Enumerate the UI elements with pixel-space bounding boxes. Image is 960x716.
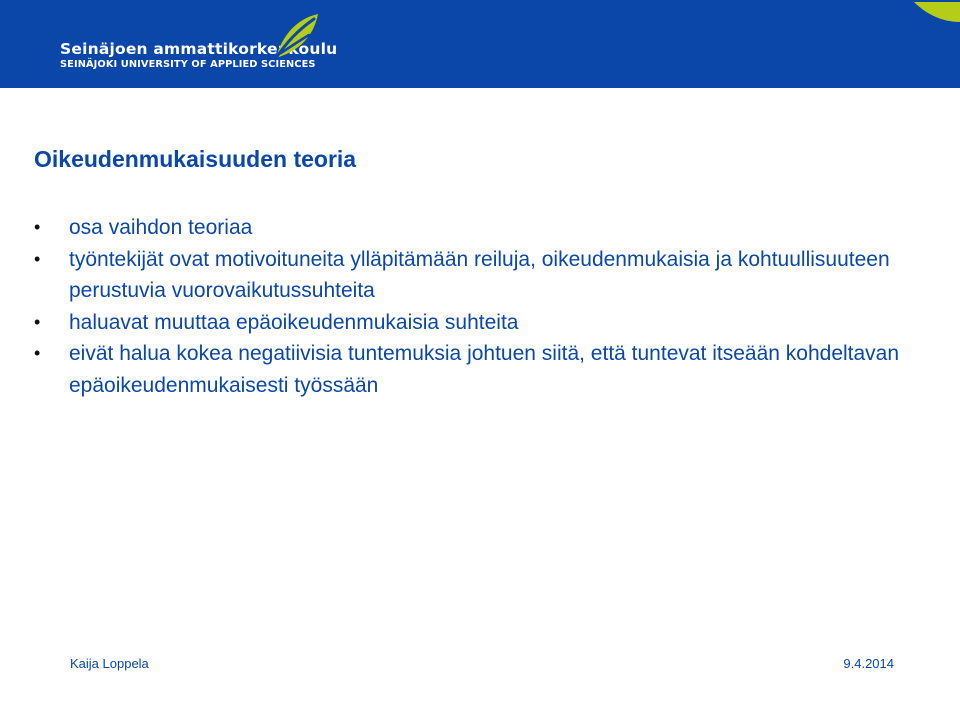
bullet-icon: •	[34, 248, 41, 269]
bullet-text: työntekijät ovat motivoituneita ylläpitämään reiluja, oikeudenmukaisia ja kohtuullisuuteen perustuvia vuorovaikutussuhteita	[69, 247, 890, 302]
bullet-text: osa vaihdon teoriaa	[69, 216, 253, 239]
footer-author: Kaija Loppela	[70, 656, 149, 671]
list-item	[34, 307, 934, 339]
university-name-english: SEINÄJOKI UNIVERSITY OF APPLIED SCIENCES	[60, 59, 316, 70]
bullet-icon: •	[34, 311, 41, 332]
list-item	[34, 338, 934, 401]
header-bar	[0, 0, 960, 88]
corner-leaf-icon	[910, 0, 960, 26]
bullet-text: eivät halua kokea negatiivisia tuntemuksia johtuen siitä, että tuntevat itseään kohdeltavan epäoikeudenmukaisesti työssään	[69, 342, 900, 397]
leaf-logo-icon	[270, 10, 322, 62]
university-name: Seinäjoen ammattikorkeakoulu	[60, 40, 338, 58]
bullet-text: haluavat muuttaa epäoikeudenmukaisia suhteita	[69, 310, 519, 334]
bullet-icon: •	[34, 343, 41, 363]
list-item	[34, 212, 934, 244]
slide-title: Oikeudenmukaisuuden teoria	[34, 146, 357, 172]
list-item	[34, 244, 934, 307]
footer-date: 9.4.2014	[843, 656, 894, 671]
bullet-list	[34, 212, 934, 401]
bullet-icon: •	[34, 217, 41, 237]
